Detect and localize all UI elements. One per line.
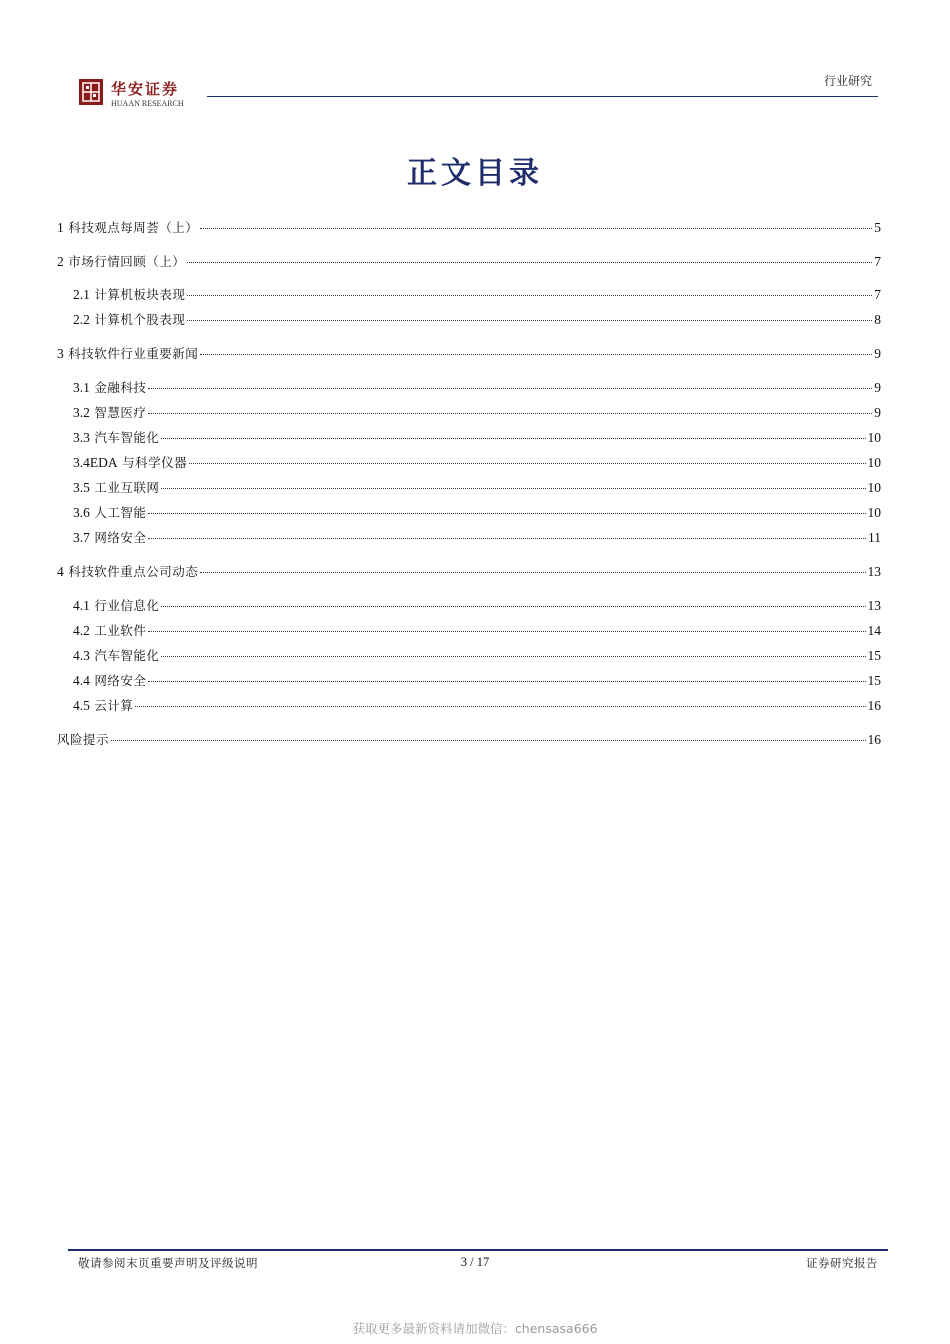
toc-entry[interactable]	[73, 403, 881, 423]
toc-leader-dots	[148, 388, 872, 389]
toc-entry-number: 3	[57, 346, 64, 361]
toc-entry[interactable]	[73, 478, 881, 498]
toc-entry[interactable]	[73, 621, 881, 641]
toc-entry[interactable]	[57, 344, 881, 364]
toc-entry-label	[73, 503, 146, 521]
toc-entry-title: 计算机板块表现	[94, 287, 186, 302]
toc-entry-label	[57, 252, 185, 270]
toc-leader-dots	[148, 538, 866, 539]
toc-entry-page: 7	[874, 254, 881, 269]
toc-entry-number: 2	[57, 254, 64, 269]
toc-entry-number: 3.4EDA	[73, 455, 118, 470]
toc-entry-page: 10	[867, 505, 881, 520]
toc-entry-title: 科技观点每周荟（上）	[68, 220, 199, 235]
toc-entry-page: 14	[867, 623, 881, 638]
toc-entry-page: 15	[867, 648, 881, 663]
toc-entry-number: 3.7	[73, 530, 90, 545]
company-logo	[78, 78, 198, 114]
toc-entry[interactable]	[57, 562, 881, 582]
toc-entry-page: 10	[867, 480, 881, 495]
toc-entry-label	[73, 310, 185, 328]
toc-entry-number: 4.4	[73, 673, 90, 688]
toc-entry-page: 8	[874, 312, 881, 327]
toc-entry-title: 科技软件行业重要新闻	[68, 346, 199, 361]
toc-leader-dots	[135, 706, 865, 707]
toc-entry-title: 汽车智能化	[94, 430, 160, 445]
toc-entry[interactable]	[73, 646, 881, 666]
toc-entry-number: 3.3	[73, 430, 90, 445]
toc-leader-dots	[161, 488, 865, 489]
toc-entry-number: 2.1	[73, 287, 90, 302]
toc-entry[interactable]	[57, 218, 881, 238]
page-number: 3 / 17	[460, 1255, 490, 1269]
toc-entry-page: 10	[867, 455, 881, 470]
toc-entry-title: 市场行情回顾（上）	[68, 254, 186, 269]
page-header	[0, 0, 950, 120]
toc-entry-number: 2.2	[73, 312, 90, 327]
toc-leader-dots	[187, 295, 872, 296]
toc-leader-dots	[148, 631, 865, 632]
toc-leader-dots	[189, 463, 865, 464]
toc-entry-page: 5	[874, 220, 881, 235]
toc-entry-page: 16	[867, 698, 881, 713]
toc-entry-number: 3.2	[73, 405, 90, 420]
toc-entry-number: 4.1	[73, 598, 90, 613]
toc-entry-title: 网络安全	[94, 673, 147, 688]
report-category: 行业研究	[823, 74, 872, 88]
toc-entry-page: 9	[874, 405, 881, 420]
toc-entry[interactable]	[73, 310, 881, 330]
toc-entry-number: 4.5	[73, 698, 90, 713]
toc-leader-dots	[148, 513, 865, 514]
toc-entry[interactable]	[73, 285, 881, 305]
toc-entry-number: 4.2	[73, 623, 90, 638]
toc-entry-page: 13	[867, 598, 881, 613]
toc-entry-label	[73, 671, 146, 689]
toc-entry[interactable]	[73, 453, 881, 473]
toc-entry-number: 3.6	[73, 505, 90, 520]
toc-entry-label	[73, 453, 187, 471]
toc-entry-title: 网络安全	[94, 530, 147, 545]
toc-entry-title: 金融科技	[94, 380, 147, 395]
logo-chinese-name: 华安证券	[111, 80, 180, 98]
toc-entry[interactable]	[73, 696, 881, 716]
toc-entry-title: 行业信息化	[94, 598, 160, 613]
toc-entry-number: 3.1	[73, 380, 90, 395]
toc-entry-page: 9	[874, 380, 881, 395]
toc-entry-title: 科技软件重点公司动态	[68, 564, 199, 579]
toc-entry-label	[73, 621, 146, 639]
toc-leader-dots	[148, 681, 865, 682]
toc-leader-dots	[148, 413, 872, 414]
toc-entry-page: 9	[874, 346, 881, 361]
toc-entry-label	[73, 596, 159, 614]
toc-entry-label	[57, 562, 198, 580]
toc-entry-title: 风险提示	[57, 732, 110, 747]
toc-entry-title: 汽车智能化	[94, 648, 160, 663]
toc-leader-dots	[200, 572, 865, 573]
toc-leader-dots	[161, 438, 865, 439]
toc-entry-label	[73, 428, 159, 446]
toc-entry-label	[73, 403, 146, 421]
toc-entry[interactable]	[57, 252, 881, 272]
page-title: 正文目录	[407, 156, 543, 191]
toc-entry-label	[73, 478, 159, 496]
toc-entry[interactable]	[73, 671, 881, 691]
toc-entry-number: 1	[57, 220, 64, 235]
toc-entry-page: 7	[874, 287, 881, 302]
toc-entry-page: 10	[867, 430, 881, 445]
toc-entry-label	[73, 285, 185, 303]
logo-english-name: HUAAN RESEARCH	[111, 99, 184, 108]
toc-entry-title: 人工智能	[94, 505, 147, 520]
toc-leader-dots	[200, 228, 872, 229]
toc-leader-dots	[161, 656, 865, 657]
toc-entry-page: 11	[868, 530, 881, 545]
toc-entry-label	[57, 344, 198, 362]
toc-entry-title: 与科学仪器	[122, 455, 188, 470]
toc-entry-label	[73, 528, 146, 546]
toc-entry-label	[73, 646, 159, 664]
seal-logo-icon	[78, 78, 104, 106]
toc-entry-label	[57, 218, 198, 236]
footer-disclaimer: 敬请参阅末页重要声明及评级说明	[78, 1256, 258, 1270]
toc-entry[interactable]	[73, 428, 881, 448]
toc-entry-page: 16	[867, 732, 881, 747]
toc-leader-dots	[111, 740, 865, 741]
toc-entry-page: 15	[867, 673, 881, 688]
footer-divider	[68, 1249, 888, 1251]
toc-leader-dots	[187, 320, 872, 321]
toc-entry-label	[73, 378, 146, 396]
toc-entry[interactable]	[73, 528, 881, 548]
toc-entry[interactable]	[73, 503, 881, 523]
toc-entry[interactable]	[57, 730, 881, 750]
toc-entry-label	[73, 696, 133, 714]
toc-entry-title: 计算机个股表现	[94, 312, 186, 327]
header-divider	[207, 96, 878, 97]
toc-entry-title: 智慧医疗	[94, 405, 147, 420]
toc-entry-title: 工业互联网	[94, 480, 160, 495]
toc-entry-label	[57, 730, 109, 748]
toc-entry-number: 3.5	[73, 480, 90, 495]
toc-leader-dots	[161, 606, 865, 607]
toc-entry-title: 云计算	[94, 698, 134, 713]
watermark: 获取更多最新资料请加微信：chensasa666	[352, 1321, 598, 1336]
toc-entry-page: 13	[867, 564, 881, 579]
toc-entry[interactable]	[73, 378, 881, 398]
toc-leader-dots	[200, 354, 872, 355]
toc-entry-title: 工业软件	[94, 623, 147, 638]
footer-report-type: 证券研究报告	[806, 1256, 878, 1270]
toc-leader-dots	[187, 262, 872, 263]
toc-entry[interactable]	[73, 596, 881, 616]
toc-entry-number: 4	[57, 564, 64, 579]
toc-entry-number: 4.3	[73, 648, 90, 663]
